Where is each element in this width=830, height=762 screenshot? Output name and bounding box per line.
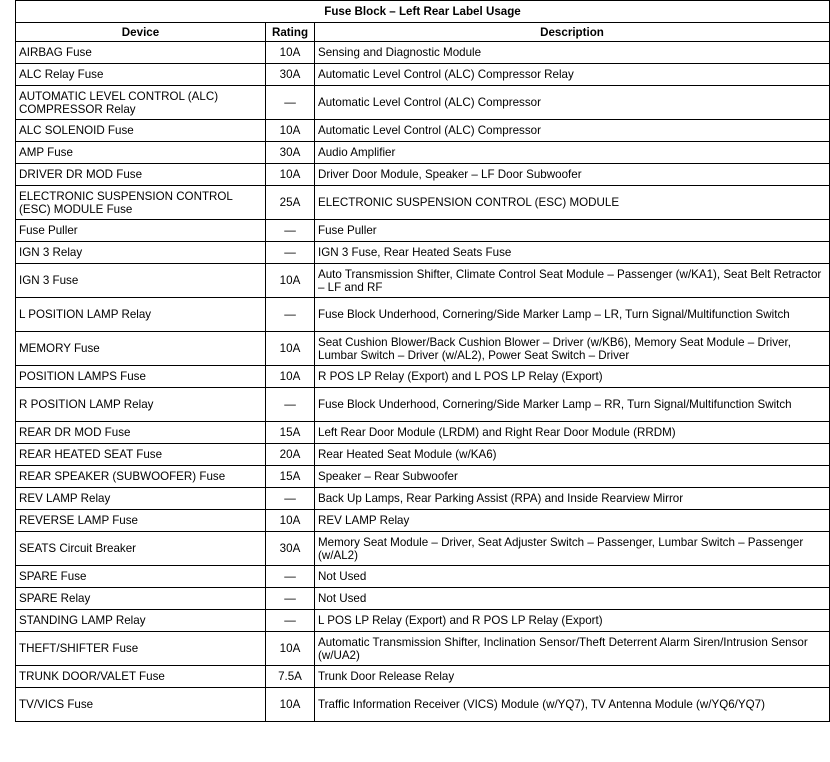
table-row — [16, 120, 830, 142]
device-cell: REAR HEATED SEAT Fuse — [16, 444, 266, 466]
description-cell: Trunk Door Release Relay — [315, 666, 830, 688]
device-cell: SPARE Relay — [16, 588, 266, 610]
description-cell: R POS LP Relay (Export) and L POS LP Relay (Export) — [315, 366, 830, 388]
table-row — [16, 610, 830, 632]
rating-cell: 25A — [266, 186, 315, 220]
rating-cell: — — [266, 298, 315, 332]
rating-cell: 30A — [266, 142, 315, 164]
device-cell: ALC Relay Fuse — [16, 64, 266, 86]
table-row — [16, 666, 830, 688]
rating-cell: — — [266, 588, 315, 610]
device-cell: AIRBAG Fuse — [16, 42, 266, 64]
description-cell: Automatic Level Control (ALC) Compressor Relay — [315, 64, 830, 86]
column-header-device: Device — [16, 23, 266, 42]
description-cell: Speaker – Rear Subwoofer — [315, 466, 830, 488]
table-row — [16, 142, 830, 164]
description-cell: IGN 3 Fuse, Rear Heated Seats Fuse — [315, 242, 830, 264]
column-header-rating: Rating — [266, 23, 315, 42]
device-cell: REV LAMP Relay — [16, 488, 266, 510]
rating-cell: 10A — [266, 120, 315, 142]
description-cell: Not Used — [315, 566, 830, 588]
rating-cell: 30A — [266, 64, 315, 86]
table-title: Fuse Block – Left Rear Label Usage — [16, 1, 830, 23]
description-cell: L POS LP Relay (Export) and R POS LP Relay (Export) — [315, 610, 830, 632]
device-cell: STANDING LAMP Relay — [16, 610, 266, 632]
table-row — [16, 298, 830, 332]
table-row — [16, 186, 830, 220]
table-row — [16, 510, 830, 532]
rating-cell: 20A — [266, 444, 315, 466]
description-cell: Automatic Level Control (ALC) Compressor — [315, 86, 830, 120]
description-cell: Audio Amplifier — [315, 142, 830, 164]
table-row — [16, 566, 830, 588]
table-row — [16, 466, 830, 488]
table-row — [16, 64, 830, 86]
rating-cell: 10A — [266, 332, 315, 366]
description-cell: Driver Door Module, Speaker – LF Door Subwoofer — [315, 164, 830, 186]
table-body — [16, 42, 830, 722]
description-cell: Rear Heated Seat Module (w/KA6) — [315, 444, 830, 466]
table-row — [16, 264, 830, 298]
device-cell: TV/VICS Fuse — [16, 688, 266, 722]
table-row — [16, 242, 830, 264]
device-cell: ELECTRONIC SUSPENSION CONTROL (ESC) MODULE Fuse — [16, 186, 266, 220]
table-row — [16, 388, 830, 422]
table-row — [16, 164, 830, 186]
fuse-usage-table — [15, 0, 830, 722]
description-cell: Traffic Information Receiver (VICS) Module (w/YQ7), TV Antenna Module (w/YQ6/YQ7) — [315, 688, 830, 722]
rating-cell: — — [266, 610, 315, 632]
table-row — [16, 366, 830, 388]
table-row — [16, 444, 830, 466]
description-cell: REV LAMP Relay — [315, 510, 830, 532]
device-cell: SEATS Circuit Breaker — [16, 532, 266, 566]
rating-cell: 15A — [266, 466, 315, 488]
column-header-description: Description — [315, 23, 830, 42]
device-cell: REAR DR MOD Fuse — [16, 422, 266, 444]
description-cell: Automatic Transmission Shifter, Inclination Sensor/Theft Deterrent Alarm Siren/Intrusion Sensor (w/UA2) — [315, 632, 830, 666]
description-cell: Fuse Block Underhood, Cornering/Side Marker Lamp – LR, Turn Signal/Multifunction Switch — [315, 298, 830, 332]
table-row — [16, 488, 830, 510]
description-cell: Memory Seat Module – Driver, Seat Adjuster Switch – Passenger, Lumbar Switch – Passenger (w/AL2) — [315, 532, 830, 566]
device-cell: MEMORY Fuse — [16, 332, 266, 366]
table-row — [16, 220, 830, 242]
table-row — [16, 688, 830, 722]
rating-cell: 10A — [266, 366, 315, 388]
description-cell: Seat Cushion Blower/Back Cushion Blower – Driver (w/KB6), Memory Seat Module – Driver, Lumbar Switch – Driver (w/AL2), Power Seat Switch – Driver — [315, 332, 830, 366]
table-row — [16, 42, 830, 64]
device-cell: SPARE Fuse — [16, 566, 266, 588]
rating-cell: 10A — [266, 42, 315, 64]
table-row — [16, 532, 830, 566]
device-cell: THEFT/SHIFTER Fuse — [16, 632, 266, 666]
description-cell: Automatic Level Control (ALC) Compressor — [315, 120, 830, 142]
device-cell: IGN 3 Fuse — [16, 264, 266, 298]
device-cell: IGN 3 Relay — [16, 242, 266, 264]
rating-cell: — — [266, 388, 315, 422]
rating-cell: 7.5A — [266, 666, 315, 688]
rating-cell: 10A — [266, 688, 315, 722]
table-row — [16, 422, 830, 444]
device-cell: AUTOMATIC LEVEL CONTROL (ALC) COMPRESSOR Relay — [16, 86, 266, 120]
device-cell: R POSITION LAMP Relay — [16, 388, 266, 422]
rating-cell: 10A — [266, 510, 315, 532]
device-cell: TRUNK DOOR/VALET Fuse — [16, 666, 266, 688]
rating-cell: — — [266, 220, 315, 242]
rating-cell: 10A — [266, 164, 315, 186]
rating-cell: 15A — [266, 422, 315, 444]
description-cell: ELECTRONIC SUSPENSION CONTROL (ESC) MODULE — [315, 186, 830, 220]
device-cell: Fuse Puller — [16, 220, 266, 242]
rating-cell: — — [266, 488, 315, 510]
description-cell: Fuse Block Underhood, Cornering/Side Marker Lamp – RR, Turn Signal/Multifunction Switch — [315, 388, 830, 422]
table-row — [16, 86, 830, 120]
description-cell: Auto Transmission Shifter, Climate Control Seat Module – Passenger (w/KA1), Seat Belt Retractor – LF and RF — [315, 264, 830, 298]
device-cell: ALC SOLENOID Fuse — [16, 120, 266, 142]
description-cell: Sensing and Diagnostic Module — [315, 42, 830, 64]
rating-cell: — — [266, 566, 315, 588]
device-cell: POSITION LAMPS Fuse — [16, 366, 266, 388]
rating-cell: 10A — [266, 264, 315, 298]
description-cell: Fuse Puller — [315, 220, 830, 242]
table-row — [16, 332, 830, 366]
rating-cell: — — [266, 242, 315, 264]
table-row — [16, 632, 830, 666]
rating-cell: 10A — [266, 632, 315, 666]
device-cell: AMP Fuse — [16, 142, 266, 164]
device-cell: REVERSE LAMP Fuse — [16, 510, 266, 532]
description-cell: Back Up Lamps, Rear Parking Assist (RPA) and Inside Rearview Mirror — [315, 488, 830, 510]
device-cell: REAR SPEAKER (SUBWOOFER) Fuse — [16, 466, 266, 488]
description-cell: Left Rear Door Module (LRDM) and Right Rear Door Module (RRDM) — [315, 422, 830, 444]
rating-cell: — — [266, 86, 315, 120]
table-row — [16, 588, 830, 610]
rating-cell: 30A — [266, 532, 315, 566]
device-cell: L POSITION LAMP Relay — [16, 298, 266, 332]
device-cell: DRIVER DR MOD Fuse — [16, 164, 266, 186]
description-cell: Not Used — [315, 588, 830, 610]
